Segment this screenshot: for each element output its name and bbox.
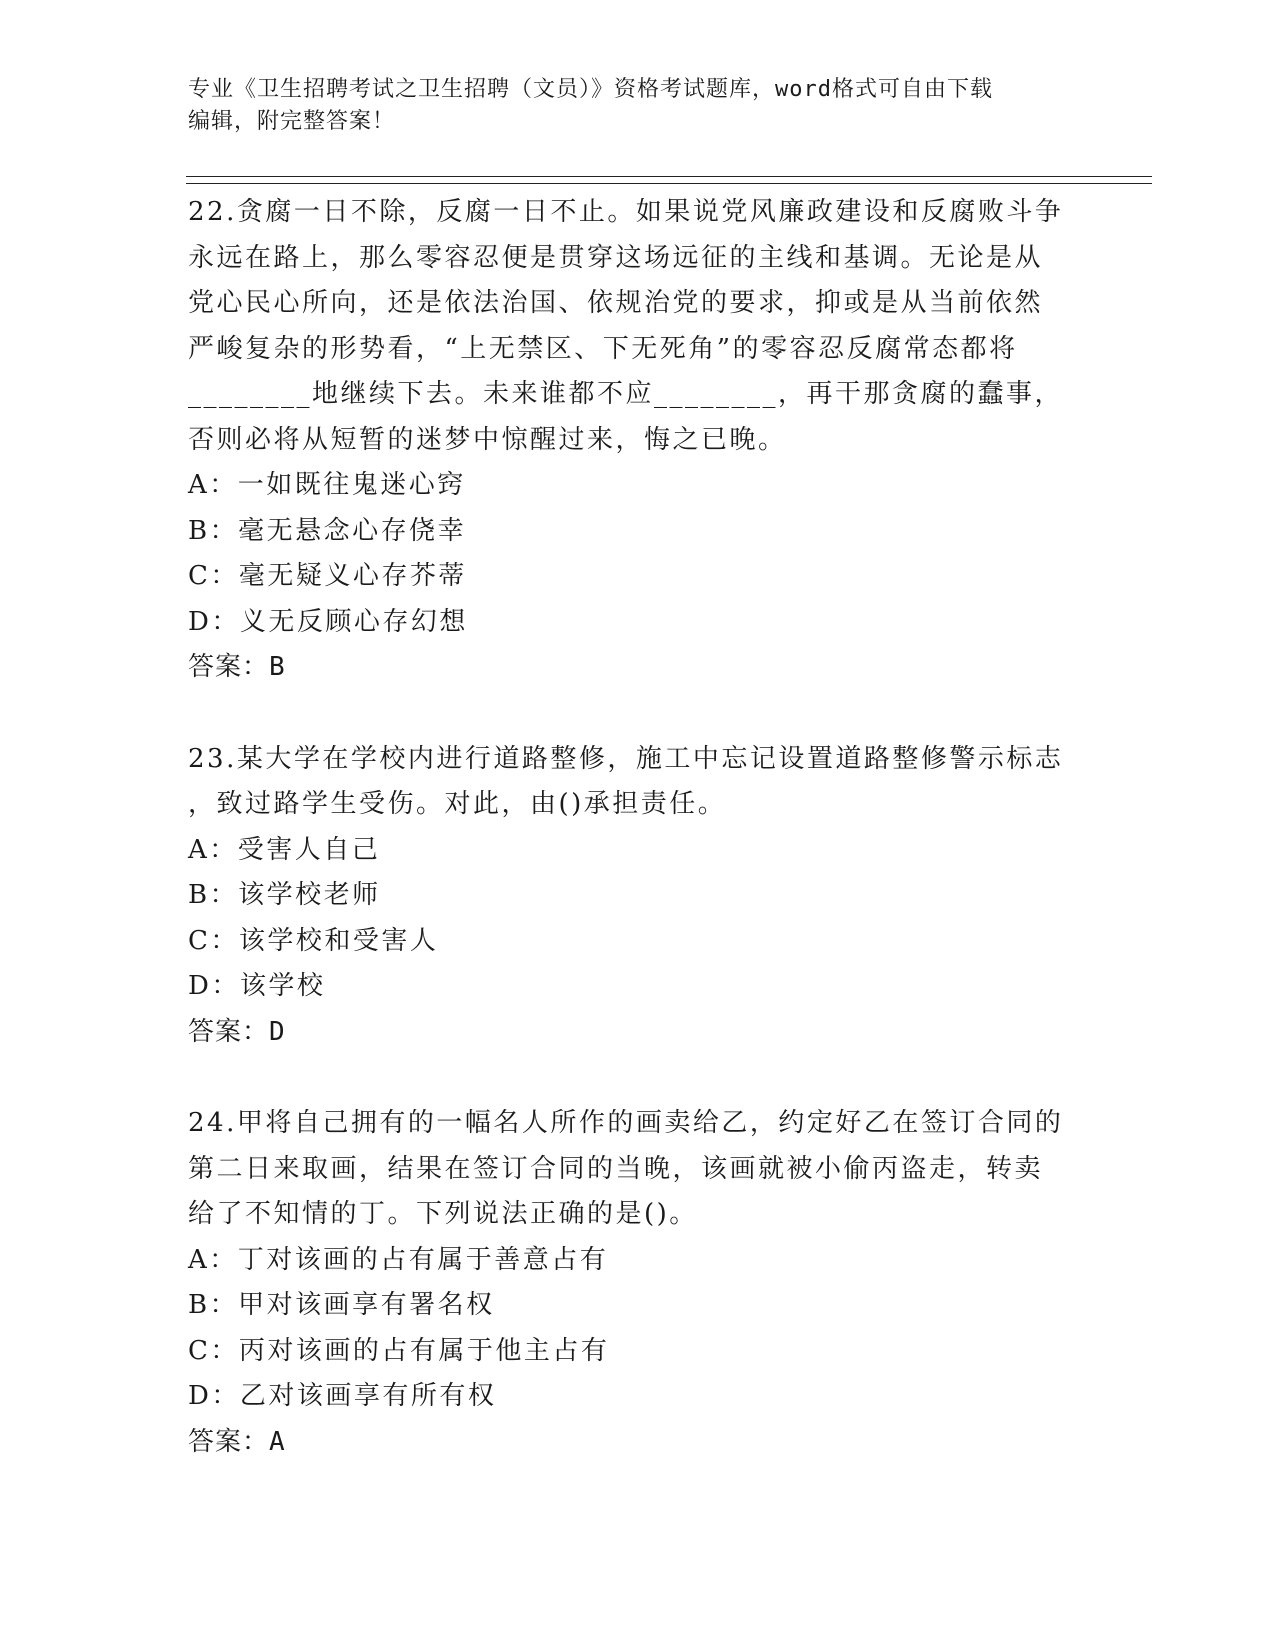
- question-list: [188, 190, 1088, 1465]
- header-divider-bottom: [186, 183, 1152, 184]
- document-header: [188, 74, 1068, 138]
- option-c: C：丙对该画的占有属于他主占有: [188, 1335, 610, 1366]
- header-line-2: 编辑，附完整答案！: [188, 109, 396, 134]
- option-a: A：一如既往鬼迷心窍: [188, 470, 466, 500]
- header-divider-top: [186, 176, 1152, 177]
- question-stem-line: 永远在路上，那么零容忍便是贯穿这场远征的主线和基调。无论是从: [188, 242, 1044, 273]
- option-c: C：该学校和受害人: [188, 925, 439, 956]
- question-22: [188, 190, 1088, 691]
- question-stem-line: 党心民心所向，还是依法治国、依规治党的要求，抑或是从当前依然: [188, 288, 1044, 318]
- question-stem-line: 给了不知情的丁。下列说法正确的是()。: [188, 1199, 698, 1229]
- option-b: B：毫无悬念心存侥幸: [188, 515, 467, 546]
- question-stem-line: 24.甲将自己拥有的一幅名人所作的画卖给乙，约定好乙在签订合同的: [188, 1108, 1064, 1138]
- answer-line: 答案：B: [188, 652, 286, 682]
- header-line-1: 专业《卫生招聘考试之卫生招聘（文员）》资格考试题库，word格式可自由下载: [188, 77, 993, 102]
- option-d: D：义无反顾心存幻想: [188, 606, 468, 637]
- option-a: A：丁对该画的占有属于善意占有: [188, 1244, 609, 1275]
- question-stem-line: 严峻复杂的形势看，“上无禁区、下无死角”的零容忍反腐常态都将: [188, 333, 1018, 364]
- option-a: A：受害人自己: [188, 834, 381, 865]
- question-stem-line: 第二日来取画，结果在签订合同的当晚，该画就被小偷丙盗走，转卖: [188, 1153, 1044, 1184]
- question-stem-line: ，致过路学生受伤。对此，由()承担责任。: [188, 789, 727, 819]
- question-24: [188, 1101, 1088, 1465]
- answer-line: 答案：A: [188, 1426, 286, 1457]
- option-d: D：乙对该画享有所有权: [188, 1381, 497, 1411]
- question-stem-line: 23.某大学在学校内进行道路整修，施工中忘记设置道路整修警示标志: [188, 743, 1064, 774]
- question-23: [188, 737, 1088, 1056]
- answer-line: 答案：D: [188, 1016, 286, 1047]
- option-c: C：毫无疑义心存芥蒂: [188, 561, 467, 591]
- question-stem-line: 22.贪腐一日不除，反腐一日不止。如果说党风廉政建设和反腐败斗争: [188, 197, 1064, 227]
- option-b: B：该学校老师: [188, 880, 381, 910]
- question-stem-line: ________地继续下去。未来谁都不应________，再干那贪腐的蠢事，: [188, 379, 1064, 409]
- question-stem-line: 否则必将从短暂的迷梦中惊醒过来，悔之已晚。: [188, 424, 787, 455]
- option-b: B：甲对该画享有署名权: [188, 1290, 495, 1320]
- option-d: D：该学校: [188, 971, 326, 1001]
